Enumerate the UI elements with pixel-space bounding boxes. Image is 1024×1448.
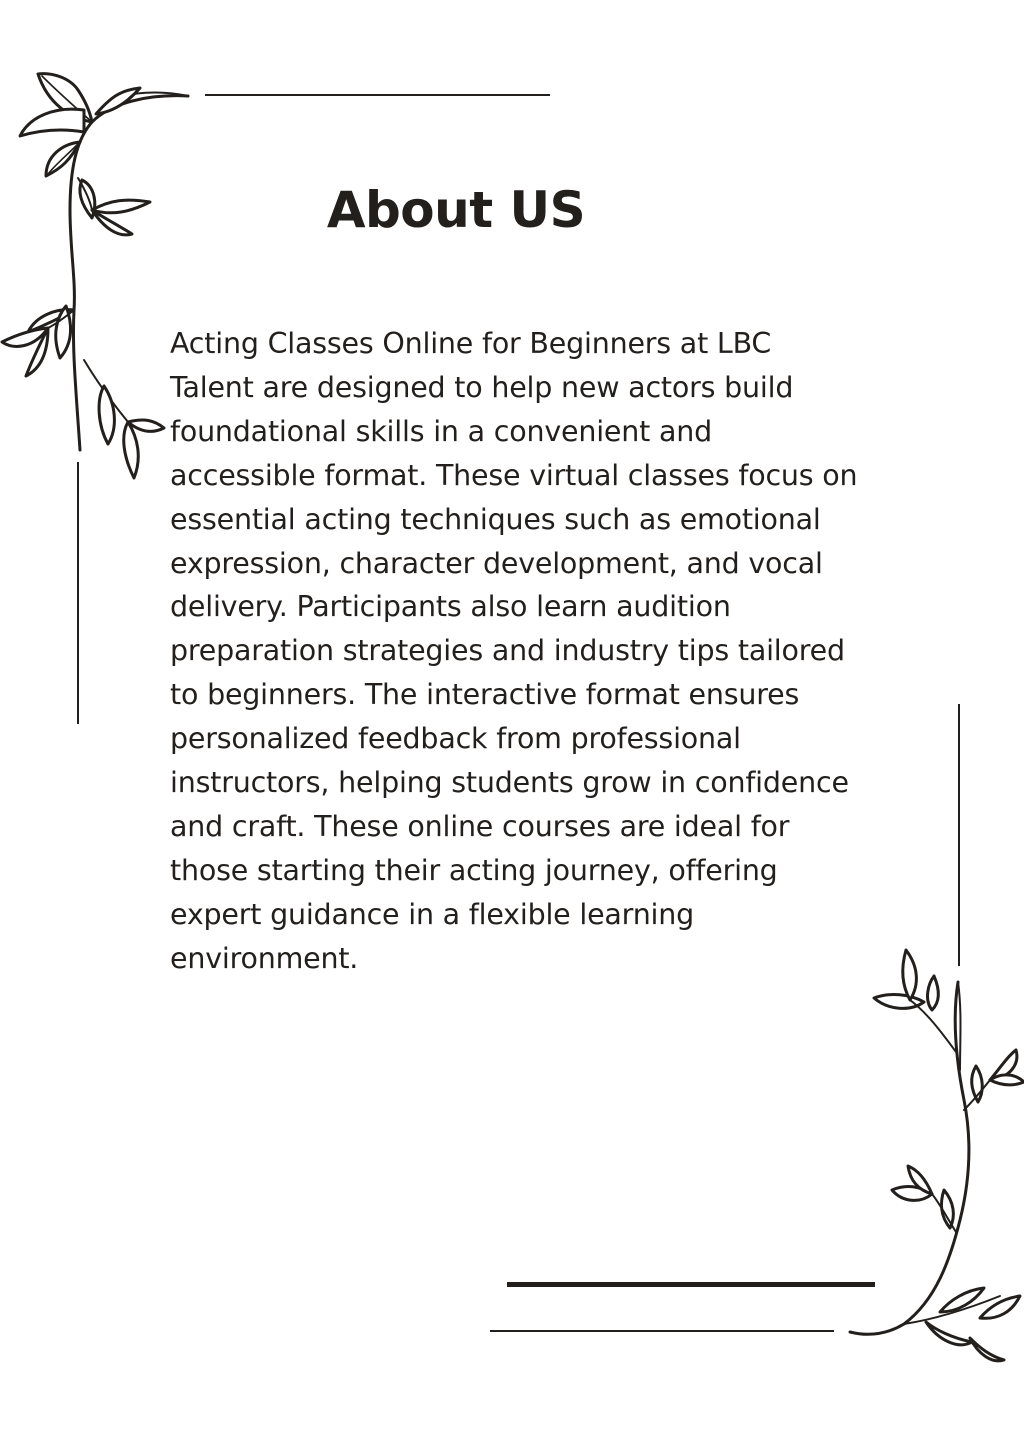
bottom-thin-line [490,1330,834,1332]
vine-branch-icon [840,940,1024,1370]
top-divider-line [205,94,550,96]
right-vertical-line [958,704,960,966]
left-vertical-line [77,462,79,724]
about-paragraph: Acting Classes Online for Beginners at LBC Talent are designed to help new actors build foundational skills in a convenient and accessible format. These virtual classes focus on essential acting techniques such as emotional expression, character development, and vocal delivery. Participants also learn audition preparation strategies and industry tips tailored to beginners. The interactive format ensures personalized feedback from professional instructors, helping students grow in confidence and craft. These online courses are ideal for those starting their acting journey, offering expert guidance in a flexible learning environment. [170,327,858,975]
bottom-thick-line [507,1282,875,1287]
page-title: About US [326,181,586,239]
